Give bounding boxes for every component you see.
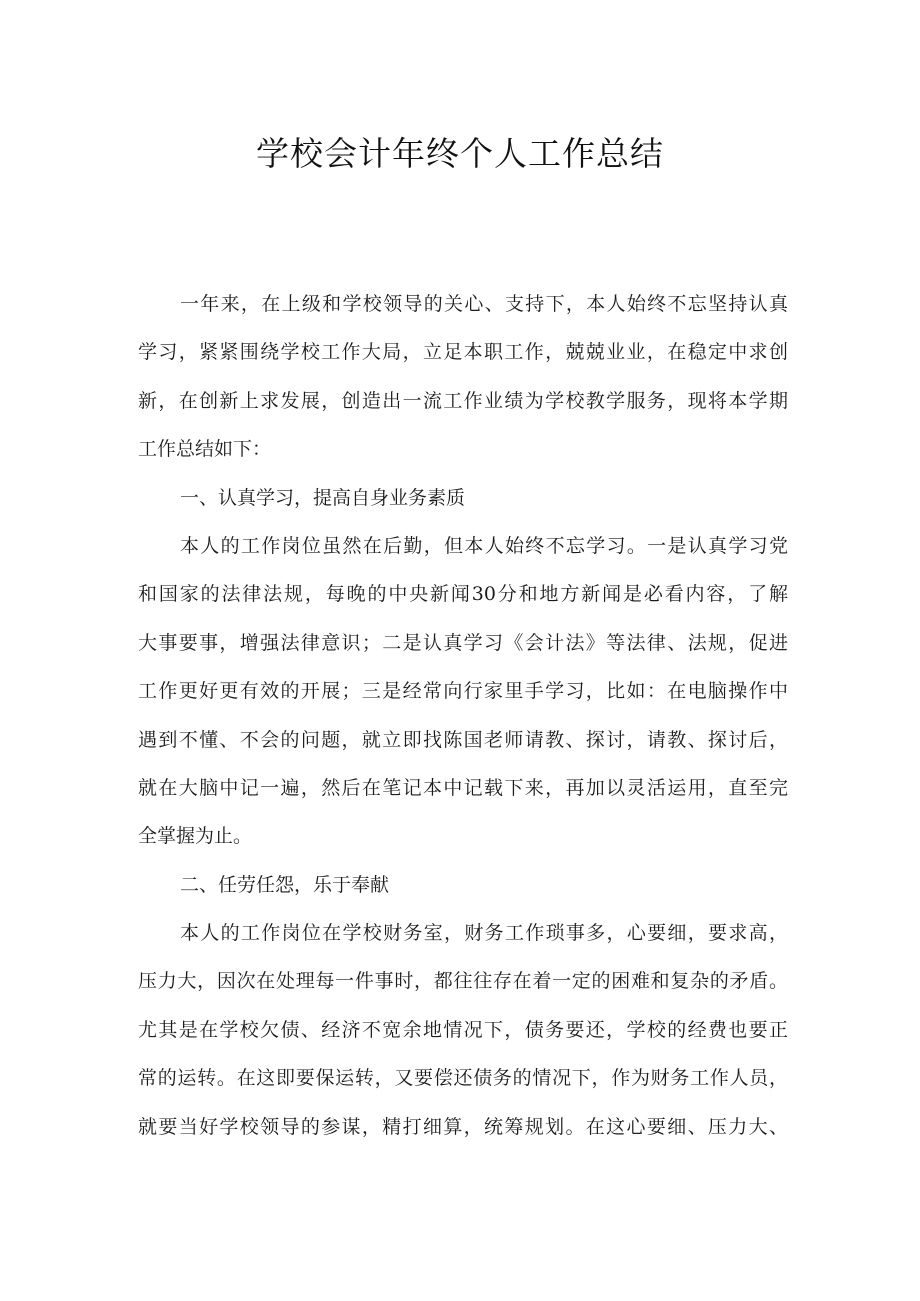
text-line: 压力大，因次在处理每一件事时，都往往存在着一定的困难和复杂的矛盾。 (138, 970, 788, 993)
text-line: 学习，紧紧围绕学校工作大局，立足本职工作，兢兢业业，在稳定中求创 (138, 341, 788, 364)
text-line: 新，在创新上求发展，创造出一流工作业绩为学校教学服务，现将本学期 (138, 389, 788, 412)
text-line: 就在大脑中记一遍，然后在笔记本中记载下来，再加以灵活运用，直至完 (138, 776, 788, 799)
text-line: 一年来，在上级和学校领导的关心、支持下，本人始终不忘坚持认真 (180, 293, 788, 315)
document-title: 学校会计年终个人工作总结 (256, 134, 664, 173)
text-line: 本人的工作岗位虽然在后勤，但本人始终不忘学习。一是认真学习党 (180, 534, 788, 557)
section-heading: 二、任劳任怨，乐于奉献 (180, 873, 390, 896)
text-line: 全掌握为止。 (138, 825, 253, 848)
text-line: 常的运转。在这即要保运转，又要偿还债务的情况下，作为财务工作人员， (138, 1067, 788, 1090)
text-line: 就要当好学校领导的参谋，精打细算，统筹规划。在这心要细、压力大、 (138, 1115, 788, 1138)
text-line: 尤其是在学校欠债、经济不宽余地情况下，债务要还，学校的经费也要正 (138, 1018, 788, 1041)
text-line: 和国家的法律法规，每晚的中央新闻30分和地方新闻是必看内容，了解 (138, 583, 788, 606)
text-line: 遇到不懂、不会的问题，就立即找陈国老师请教、探讨，请教、探讨后， (138, 728, 788, 751)
text-line: 大事要事，增强法律意识；二是认真学习《会计法》等法律、法规，促进 (138, 631, 788, 654)
text-line: 工作更好更有效的开展；三是经常向行家里手学习，比如：在电脑操作中 (138, 680, 788, 703)
text-line: 本人的工作岗位在学校财务室，财务工作琐事多，心要细，要求高， (180, 922, 788, 945)
section-heading: 一、认真学习，提高自身业务素质 (180, 486, 466, 509)
document-body (138, 280, 788, 1151)
text-line: 工作总结如下： (138, 438, 272, 461)
